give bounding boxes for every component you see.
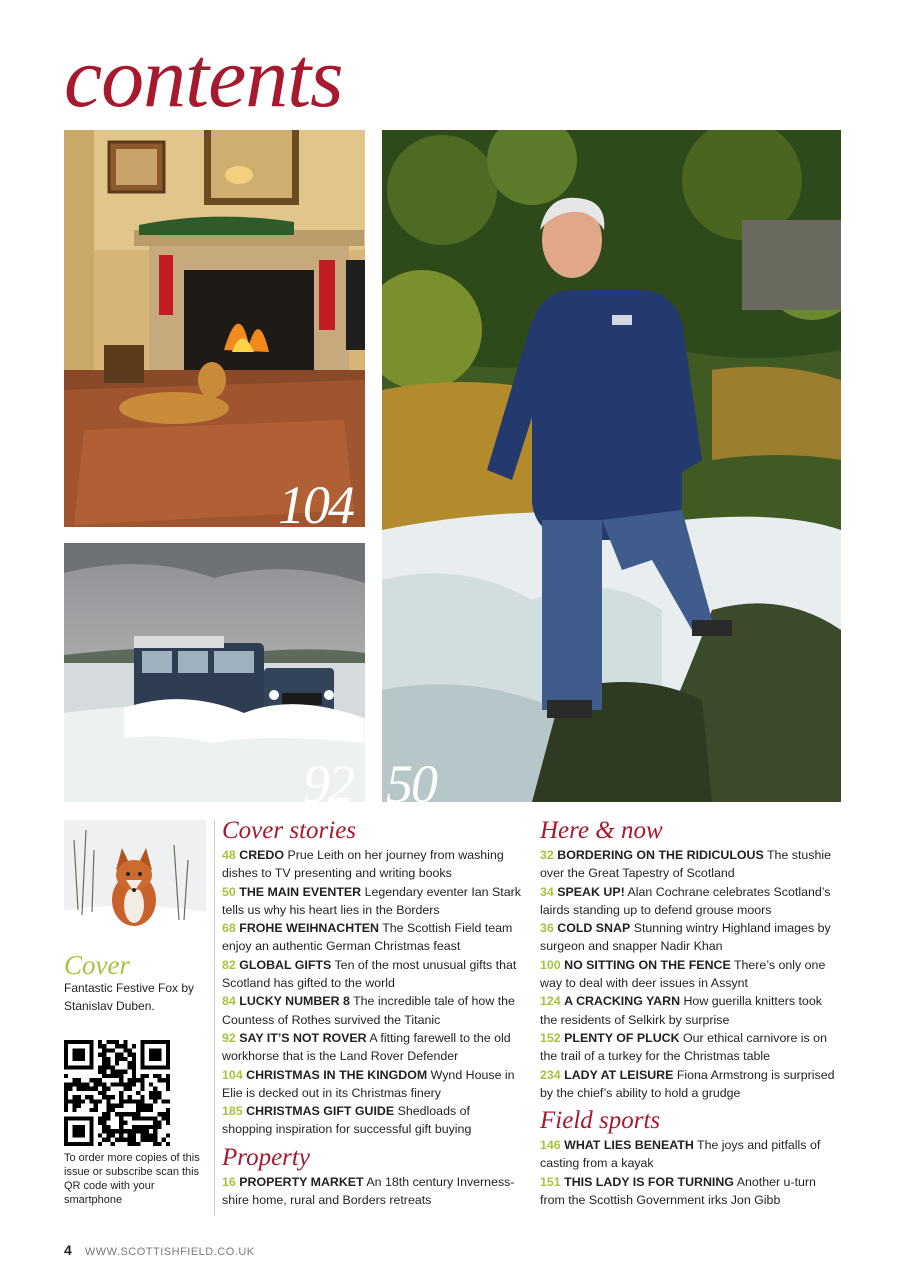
- entry-page-number: 151: [540, 1174, 561, 1189]
- qr-caption: To order more copies of this issue or subscribe scan this QR code with your smartphone: [64, 1152, 200, 1206]
- entry-page-number: 92: [222, 1030, 236, 1045]
- contents-entry[interactable]: [222, 956, 522, 993]
- entry-headline: COLD SNAP: [557, 921, 631, 936]
- contents-entry[interactable]: [540, 1136, 840, 1173]
- entry-page-number: 84: [222, 994, 236, 1009]
- entry-description: Another u-turn from the Scottish Government irks Jon Gibb: [540, 1174, 816, 1208]
- entry-description: A fitting farewell to the old workhorse that is the Land Rover Defender: [222, 1030, 511, 1064]
- entry-headline: GLOBAL GIFTS: [239, 957, 332, 972]
- contents-entry[interactable]: [540, 846, 840, 883]
- contents-entry[interactable]: [222, 1173, 522, 1210]
- entry-headline: LADY AT LEISURE: [564, 1067, 674, 1082]
- entry-headline: BORDERING ON THE RIDICULOUS: [557, 848, 764, 862]
- entry-headline: FROHE WEIHNACHTEN: [239, 921, 379, 936]
- entry-description: Wynd House in Elie is decked out in its Christmas finery: [222, 1067, 515, 1100]
- entry-headline: A CRACKING YARN: [564, 994, 681, 1009]
- entry-page-number: 104: [222, 1067, 243, 1082]
- cover-heading: Cover: [64, 950, 130, 980]
- contents-entry[interactable]: [222, 992, 522, 1029]
- entry-headline: LUCKY NUMBER 8: [239, 994, 350, 1009]
- entry-page-number: 68: [222, 921, 236, 936]
- entry-headline: THIS LADY IS FOR TURNING: [564, 1174, 734, 1189]
- entry-headline: PROPERTY MARKET: [239, 1174, 364, 1189]
- page-number: 4: [64, 1242, 72, 1258]
- page-label-104: 104: [278, 475, 353, 535]
- section-heading: Here & now: [540, 817, 663, 844]
- entry-description: The Scottish Field team enjoy an authentic German Christmas feast: [222, 921, 513, 954]
- entry-headline: CHRISTMAS IN THE KINGDOM: [246, 1067, 428, 1082]
- contents-entry[interactable]: [222, 1029, 522, 1066]
- contents-column-left: [222, 816, 522, 1209]
- section-heading: Field sports: [540, 1107, 661, 1135]
- contents-entry[interactable]: [222, 1102, 522, 1139]
- contents-entry[interactable]: [222, 846, 522, 883]
- entry-page-number: 100: [540, 957, 561, 972]
- entry-headline: PLENTY OF PLUCK: [564, 1030, 680, 1045]
- entry-page-number: 146: [540, 1138, 561, 1153]
- entry-description: The joys and pitfalls of casting from a kayak: [540, 1138, 821, 1171]
- contents-entry[interactable]: [540, 992, 840, 1029]
- entry-page-number: 48: [222, 848, 236, 862]
- cover-fox-thumbnail: [64, 820, 206, 940]
- entry-page-number: 36: [540, 921, 554, 936]
- entry-description: Legendary eventer Ian Stark tells us why his heart lies in the Borders: [222, 884, 521, 917]
- entry-description: There’s only one way to deal with deer issues in Assynt: [540, 957, 826, 991]
- entry-headline: SPEAK UP!: [557, 884, 625, 899]
- qr-code[interactable]: [64, 1040, 170, 1146]
- page-title: contents: [64, 29, 343, 125]
- contents-entry[interactable]: [540, 1066, 840, 1103]
- entry-description: Ten of the most unusual gifts that Scotland has gifted to the world: [222, 957, 517, 991]
- cover-credit: Fantastic Festive Fox by Stanislav Duben.: [64, 981, 195, 1013]
- contents-entry[interactable]: [540, 1173, 840, 1210]
- contents-entry[interactable]: [222, 883, 522, 920]
- page-footer: [64, 1242, 255, 1258]
- entry-page-number: 185: [222, 1104, 243, 1119]
- page-label-92: 92: [303, 754, 353, 814]
- section-heading: Property: [222, 1143, 310, 1171]
- contents-entry[interactable]: [540, 883, 840, 920]
- contents-entry[interactable]: [540, 956, 840, 993]
- entry-page-number: 34: [540, 884, 554, 899]
- entry-description: Alan Cochrane celebrates Scotland’s lairds standing up to defend grouse moors: [540, 884, 831, 917]
- entry-description: How guerilla knitters took the residents of Selkirk by surprise: [540, 994, 822, 1027]
- entry-description: Prue Leith on her journey from washing dishes to TV presenting and writing books: [222, 848, 504, 881]
- entry-description: Fiona Armstrong is surprised by the chief’s ability to hold a grudge: [540, 1067, 835, 1100]
- entry-page-number: 16: [222, 1174, 236, 1189]
- entry-page-number: 50: [222, 884, 236, 899]
- entry-headline: NO SITTING ON THE FENCE: [564, 957, 731, 972]
- entry-page-number: 32: [540, 848, 554, 862]
- contents-entry[interactable]: [540, 1029, 840, 1066]
- portrait-photo: [382, 130, 841, 802]
- page-label-50: 50: [386, 754, 436, 814]
- contents-entry[interactable]: [540, 919, 840, 956]
- entry-headline: THE MAIN EVENTER: [239, 884, 362, 899]
- entry-description: The incredible tale of how the Countess of Rothes survived the Titanic: [222, 994, 515, 1027]
- fireplace-photo: [64, 130, 365, 527]
- entry-page-number: 152: [540, 1030, 561, 1045]
- entry-page-number: 82: [222, 957, 236, 972]
- entry-description: The stushie over the Great Tapestry of Scotland: [540, 848, 832, 881]
- section-heading: Cover stories: [222, 817, 357, 844]
- column-divider: [214, 820, 215, 1216]
- entry-headline: WHAT LIES BENEATH: [564, 1138, 694, 1153]
- entry-description: Stunning wintry Highland images by surgeon and snapper Nadir Khan: [540, 921, 831, 954]
- entry-headline: CHRISTMAS GIFT GUIDE: [246, 1104, 395, 1119]
- entry-headline: CREDO: [239, 848, 284, 862]
- contents-entry[interactable]: [222, 1066, 522, 1103]
- contents-entry[interactable]: [222, 919, 522, 956]
- entry-description: An 18th century Inverness-shire home, rural and Borders retreats: [222, 1174, 515, 1208]
- entry-page-number: 234: [540, 1067, 561, 1082]
- entry-page-number: 124: [540, 994, 561, 1009]
- entry-description: Our ethical carnivore is on the trail of a turkey for the Christmas table: [540, 1030, 827, 1064]
- entry-description: Shedloads of shopping inspiration for successful gift buying: [222, 1104, 472, 1137]
- entry-headline: SAY IT’S NOT ROVER: [239, 1030, 367, 1045]
- contents-column-right: [540, 816, 840, 1209]
- website-link[interactable]: WWW.SCOTTISHFIELD.CO.UK: [84, 1246, 255, 1258]
